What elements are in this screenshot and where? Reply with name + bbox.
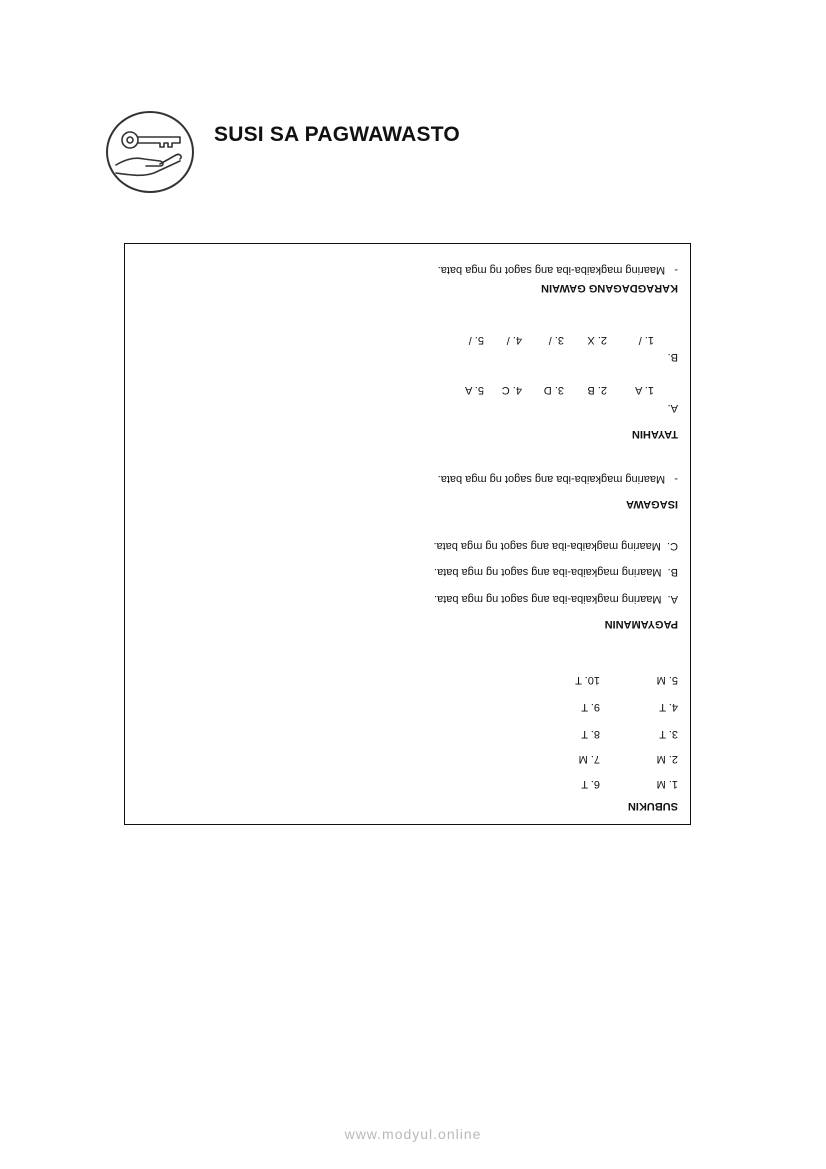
subukin-answer: 9. T [581, 701, 600, 713]
tayahin-answer: 3. / [548, 334, 564, 346]
isagawa-heading: ISAGAWA [626, 498, 678, 510]
subukin-answer: 7. M [578, 753, 600, 765]
karagdagang-gawain-heading: KARAGDAGANG GAWAIN [541, 282, 678, 294]
tayahin-answer: 5. / [468, 334, 484, 346]
tayahin-answer: 2. B [587, 384, 607, 396]
key-hand-logo [106, 111, 194, 193]
tayahin-b-label: B. [667, 351, 678, 363]
page-title: SUSI SA PAGWAWASTO [214, 123, 460, 146]
isagawa-item: - Maaring magkaiba-iba ang sagot ng mga bata. [437, 473, 678, 485]
pagyamanin-item: A. Maaring magkaiba-iba ang sagot ng mga bata. [434, 593, 678, 605]
answer-key-rotated-content [125, 244, 690, 824]
subukin-answer: 8. T [581, 728, 600, 740]
tayahin-answer: 1. A [635, 384, 654, 396]
answer-key-box [124, 243, 691, 825]
subukin-answer: 6. T [581, 778, 600, 790]
subukin-heading: SUBUKIN [627, 800, 678, 812]
subukin-answer: 5. M [656, 674, 678, 686]
tayahin-answer: 2. X [587, 334, 607, 346]
subukin-answer: 2. M [656, 753, 678, 765]
subukin-answer: 1. M [656, 778, 678, 790]
tayahin-answer: 4. / [506, 334, 522, 346]
tayahin-a-label: A. [667, 402, 678, 414]
tayahin-answer: 5. A [465, 384, 484, 396]
tayahin-heading: TAYAHIN [631, 428, 678, 440]
karagdagang-gawain-item: - Maaring magkaiba-iba ang sagot ng mga bata. [437, 264, 678, 276]
tayahin-answer: 1. / [638, 334, 654, 346]
subukin-answer: 3. T [659, 728, 678, 740]
key-hand-icon [108, 113, 194, 193]
subukin-answer: 10. T [575, 674, 600, 686]
pagyamanin-item: B. Maaring magkaiba-iba ang sagot ng mga bata. [434, 566, 678, 578]
tayahin-answer: 4. C [501, 384, 522, 396]
watermark: www.modyul.online [344, 1126, 482, 1142]
pagyamanin-item: C. Maaring magkaiba-iba ang sagot ng mga bata. [433, 540, 678, 552]
subukin-answer: 4. T [659, 701, 678, 713]
tayahin-answer: 3. D [543, 384, 564, 396]
pagyamanin-heading: PAGYAMANIN [604, 618, 678, 630]
